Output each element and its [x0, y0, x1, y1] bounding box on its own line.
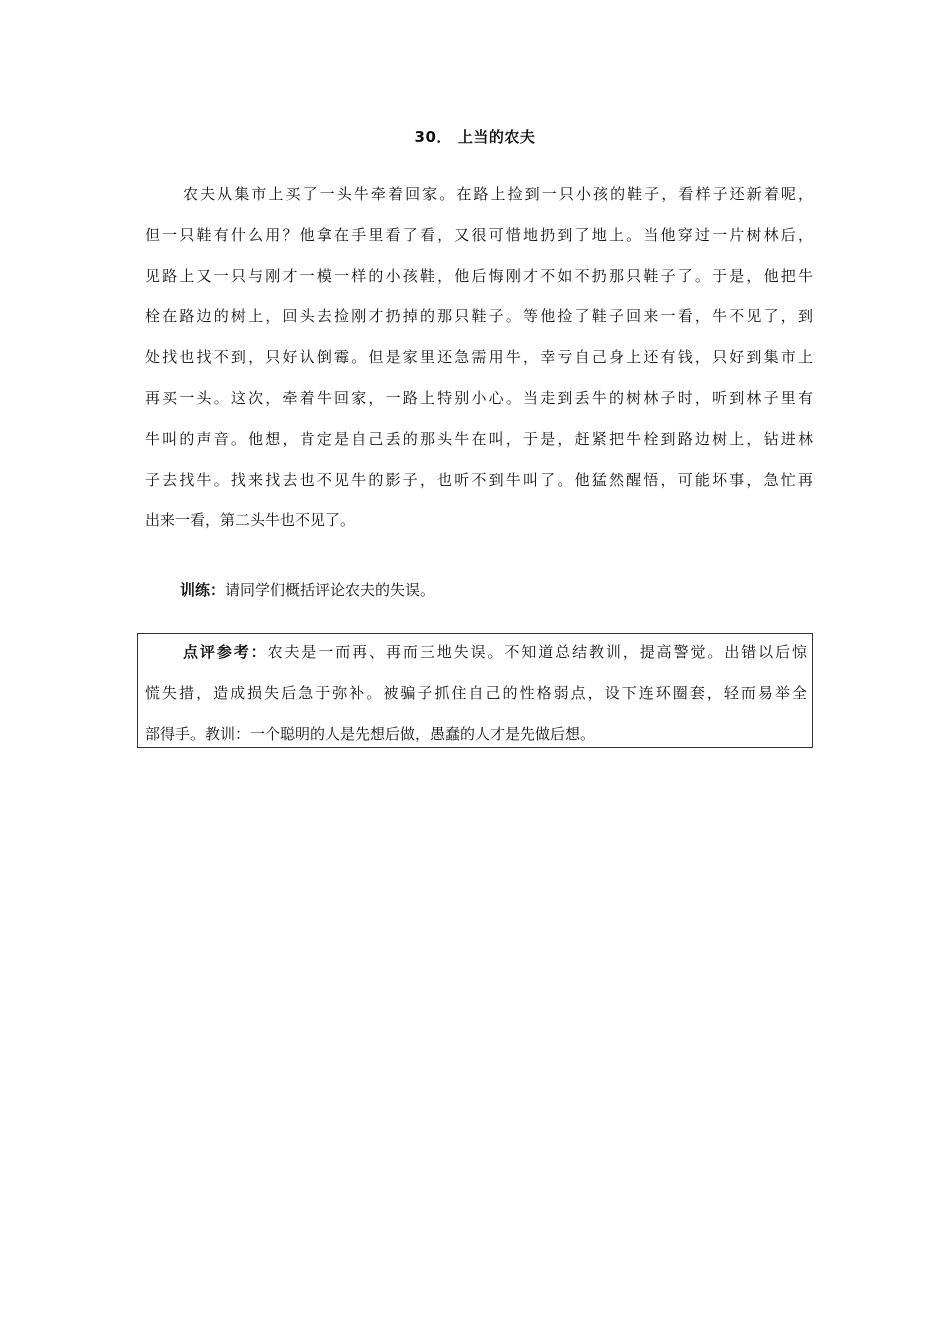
story-line: 农夫从集市上买了一头牛牵着回家。在路上捡到一只小孩的鞋子，看样子还新着呢， — [183, 185, 813, 203]
comment-label: 点评参考： — [183, 643, 268, 661]
exercise-label: 训练： — [180, 581, 226, 599]
story-line: 子去找牛。找来找去也不见牛的影子，也听不到牛叫了。他猛然醒悟，可能坏事，急忙再 — [145, 470, 813, 489]
exercise-text: 请同学们概括评论农夫的失误。 — [225, 581, 436, 599]
comment-line: 慌失措，造成损失后急于弥补。被骗子抓住自己的性格弱点，设下连环圈套，轻而易举全 — [145, 684, 807, 702]
document-title — [0, 126, 950, 147]
title-number: 30． — [414, 128, 452, 146]
story-line: 处找也找不到，只好认倒霉。但是家里还急需用牛，幸亏自己身上还有钱，只好到集市上 — [145, 348, 813, 367]
story-line: 出来一看，第二头牛也不见了。 — [145, 511, 356, 530]
title-text: 上当的农夫 — [457, 128, 536, 146]
story-line: 栓在路边的树上，回头去捡刚才扔掉的那只鞋子。等他捡了鞋子回来一看，牛不见了，到 — [145, 307, 813, 326]
comment-first-line: 农夫是一而再、再而三地失误。不知道总结教训，提高警觉。出错以后惊 — [267, 643, 807, 661]
comment-content — [145, 638, 807, 761]
story-line: 见路上又一只与刚才一模一样的小孩鞋，他后悔刚才不如不扔那只鞋子了。于是，他把牛 — [145, 266, 813, 285]
exercise-prompt — [180, 576, 435, 604]
comment-line: 部得手。教训：一个聪明的人是先想后做，愚蠢的人才是先做后想。 — [145, 725, 596, 743]
comment-line — [145, 638, 807, 679]
story-line: 再买一头。这次，牵着牛回家，一路上特别小心。当走到丢牛的树林子时，听到林子里有 — [145, 388, 813, 407]
story-paragraph — [145, 180, 813, 547]
comment-box — [137, 633, 813, 748]
story-line: 牛叫的声音。他想，肯定是自己丢的那头牛在叫，于是，赶紧把牛栓到路边树上，钻进林 — [145, 429, 813, 448]
story-line: 但一只鞋有什么用？他拿在手里看了看，又很可惜地扔到了地上。当他穿过一片树林后， — [145, 225, 813, 244]
